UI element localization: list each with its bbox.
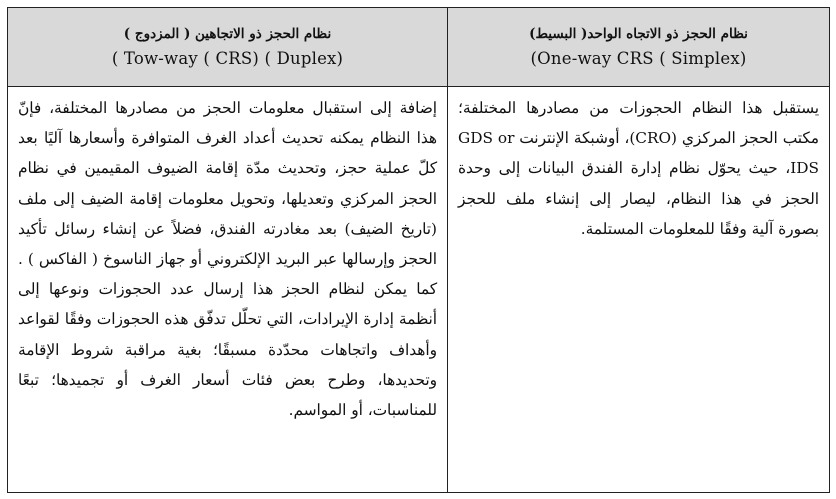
body-two-way: [8, 87, 447, 492]
comparison-table: [7, 7, 830, 493]
header-two-way: [8, 8, 447, 87]
header-one-way-arabic: نظام الحجز ذو الاتجاه الواحد( البسيط): [529, 26, 748, 42]
header-one-way-english: (One-way CRS ( Simplex): [530, 49, 747, 68]
header-two-way-english: ( Tow-way ( CRS) ( Duplex): [111, 49, 344, 68]
header-one-way: [447, 8, 829, 87]
body-one-way: [447, 87, 829, 492]
body-two-way-text: إضافة إلى استقبال معلومات الحجز من مصادرها المختلفة، فإنّ هذا النظام يمكنه تحديث أعداد الغرف المتوافرة وأسعارها آليًا بعد كلّ عملية حجز، وتحديث مدّة إقامة الضيوف المقيمين في نظام الحجز المركزي وتعديلها، وتحويل معلومات إقامة الضيف إلى ملف (تاريخ الضيف) بعد مغادرته الفندق، فضلاً عن إنشاء رسائل تأكيد الحجز وإرسالها عبر البريد الإلكتروني أو جهاز الناسوخ ( الفاكس ) . كما يمكن لنظام الحجز هذا إرسال عدد الحجوزات ونوعها إلى أنظمة إدارة الإيرادات، التي تحلّل تدفّق هذه الحجوزات وفقًا لقواعد وأهداف واتجاهات محدّدة مسبقًا؛ بغية مراقبة شروط الإقامة وتحديدها، وطرح بعض فئات أسعار الغرف أو تجميدها؛ تبعًا للمناسبات، أو المواسم.: [18, 99, 437, 420]
header-two-way-arabic: نظام الحجز ذو الاتجاهين ( المزدوج ): [123, 26, 332, 42]
body-one-way-text: يستقبل هذا النظام الحجوزات من مصادرها المختلفة؛ مكتب الحجز المركزي (CRO)، أوشبكة الإنترنت GDS or IDS، حيث يحوّل نظام إدارة الفندق البيانات إلى وحدة الحجز في هذا النظام، ليصار إلى إنشاء ملف للحجز بصورة آلية وفقًا للمعلومات المستلمة.: [458, 99, 819, 238]
